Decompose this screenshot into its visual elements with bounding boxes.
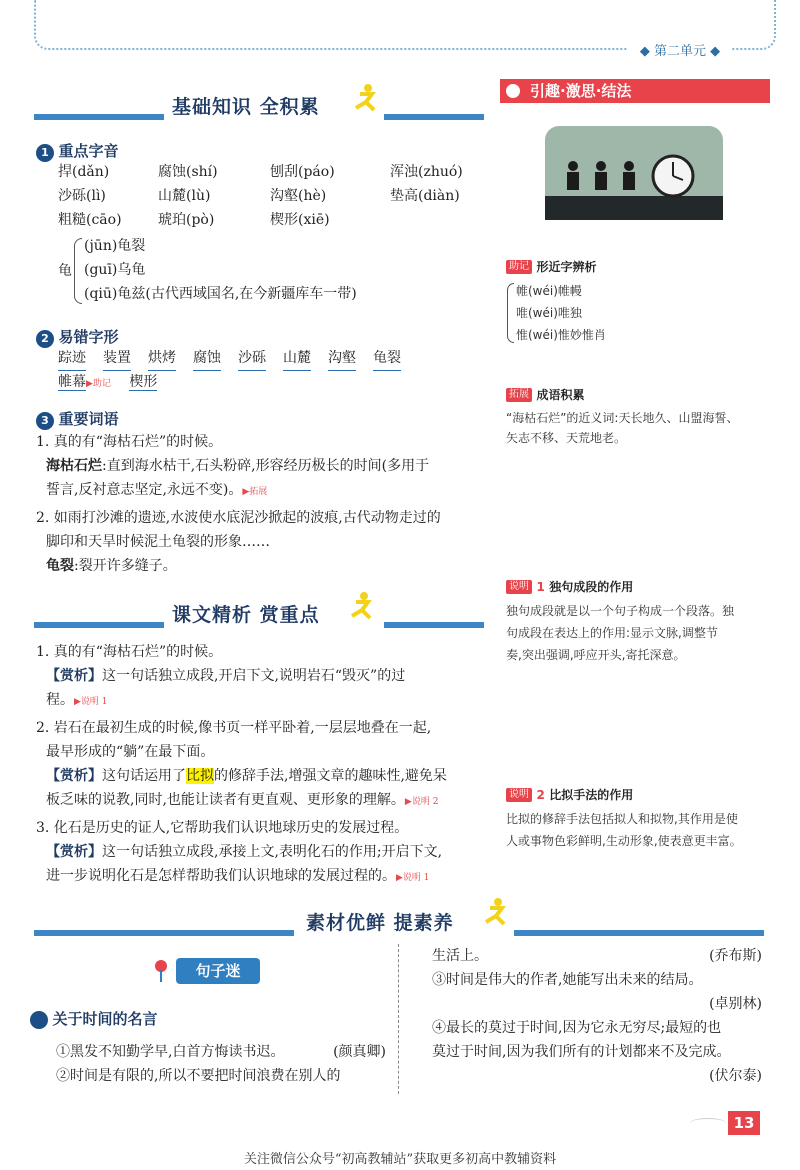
shuoming-tag: 说明	[506, 788, 532, 802]
unit-label-text: 第二单元	[653, 44, 706, 59]
zhuji-line: 帷(wéi)帷幔	[516, 284, 582, 298]
note-link[interactable]: ▶说明 1	[396, 873, 430, 883]
quote-line	[56, 1040, 386, 1064]
shuoming-line: 奏,突出强调,呼应开头,寄托深意。	[506, 648, 686, 662]
question: 脚印和天旱时候泥土龟裂的形象……	[46, 534, 270, 550]
analysis-line: 程。	[46, 692, 74, 708]
term: 龟裂	[46, 558, 74, 574]
bracket	[507, 283, 514, 343]
zhuji-tag: 助记	[506, 260, 532, 274]
shuoming1-heading	[506, 578, 633, 595]
analysis-text	[36, 864, 486, 890]
shuoming-tag: 说明	[506, 580, 532, 594]
block-number: 3	[36, 412, 54, 430]
gui-line: (guī)乌龟	[84, 262, 146, 278]
footer-note: 关注微信公众号“初高教辅站”获取更多初高中教辅资料	[243, 1152, 557, 1167]
quote-author: (伏尔泰)	[709, 1068, 762, 1084]
word: 腐蚀	[193, 346, 221, 371]
word: 山麓(lù)	[158, 188, 211, 204]
quote-author: (卓别林)	[709, 996, 762, 1012]
shuoming-num: 1	[536, 580, 545, 594]
tuozhan-line: “海枯石烂”的近义词:天长地久、山盟海誓、	[506, 411, 739, 425]
definition	[36, 478, 486, 504]
note-link[interactable]: ▶助记	[86, 379, 111, 389]
quotes-title: 关于时间的名言	[52, 1010, 158, 1028]
shuoming-line: 人或事物色彩鲜明,生动形象,使表意更丰富。	[506, 834, 742, 848]
quotes-left	[56, 1040, 386, 1088]
question: 1. 真的有“海枯石烂”的时候。	[36, 434, 223, 450]
quotes-heading	[30, 1008, 157, 1029]
section-bar-right	[384, 114, 484, 120]
analysis-line: 这一句话独立成段,开启下文,说明岩石“毁灭”的过	[102, 668, 406, 684]
section-bar-left	[34, 114, 164, 120]
important-words-content	[36, 430, 486, 578]
quote-text: 生活上。	[432, 948, 488, 964]
gui-lines	[84, 234, 357, 306]
highlight: 比拟	[186, 768, 214, 784]
section-header-basics	[34, 88, 484, 128]
zhuji-line: 惟(wéi)惟妙惟肖	[516, 328, 606, 342]
quote-line	[432, 944, 762, 968]
column-divider	[398, 944, 399, 1094]
right-header-text: 引趣·激思·结法	[530, 82, 632, 100]
error-chars-row	[58, 370, 157, 396]
analysis-text	[36, 788, 486, 814]
word: 沟壑(hè)	[270, 188, 327, 204]
pronunciation-row	[58, 160, 478, 184]
section-header-materials	[34, 904, 764, 944]
word: 浑浊(zhuó)	[390, 164, 463, 180]
zhuji-title: 形近字辨析	[536, 260, 597, 274]
quote-text: ②时间是有限的,所以不要把时间浪费在别人的	[56, 1068, 341, 1084]
shuoming-title: 比拟手法的作用	[549, 788, 634, 802]
definition	[36, 554, 486, 578]
leaf-icon	[30, 1011, 48, 1029]
word: 琥珀(pò)	[158, 212, 215, 228]
quote-text: ③时间是伟大的作者,她能写出未来的结局。	[432, 972, 703, 988]
word: 沙砾(lì)	[58, 188, 106, 204]
analysis-content	[36, 640, 486, 890]
zhuji-lines	[516, 280, 606, 346]
question: 最早形成的“躺”在最下面。	[46, 744, 215, 760]
block-error-prone-characters	[36, 326, 118, 348]
analysis-text	[36, 664, 486, 688]
zhuji-line: 唯(wéi)唯独	[516, 306, 582, 320]
page-number: 13	[728, 1111, 760, 1135]
section-bar-left	[34, 622, 164, 628]
analysis-tag: 【赏析】	[46, 668, 102, 684]
shuoming-line: 句成段在表达上的作用:显示文脉,调整节	[506, 626, 718, 640]
tuozhan-text	[506, 408, 738, 448]
block-important-words	[36, 408, 118, 430]
quote-author: (颜真卿)	[333, 1044, 386, 1060]
quote-author: (乔布斯)	[709, 948, 762, 964]
question: 3. 化石是历史的证人,它帮助我们认识地球历史的发展过程。	[36, 820, 409, 836]
runner-icon	[350, 82, 380, 112]
shuoming2-heading	[506, 786, 633, 803]
analysis-text	[36, 840, 486, 864]
word: 山麓	[283, 346, 311, 371]
section-title: 基础知识 全积累	[172, 96, 320, 118]
section-bar-left	[34, 930, 294, 936]
section-bar-right	[514, 930, 764, 936]
section-title: 素材优鲜 提素养	[306, 912, 454, 934]
quote-text: ①黑发不知勤学早,白首方悔读书迟。	[56, 1044, 285, 1060]
shuoming2-text	[506, 808, 776, 852]
word: 腐蚀(shí)	[158, 164, 218, 180]
runners-clock-illustration	[545, 126, 723, 220]
bracket	[74, 238, 82, 304]
word: 烘烤	[148, 346, 176, 371]
quotes-badge: 句子迷	[176, 958, 260, 984]
shuoming-title: 独句成段的作用	[549, 580, 634, 594]
note-link[interactable]: ▶说明 2	[404, 797, 439, 807]
question: 1. 真的有“海枯石烂”的时候。	[36, 644, 223, 660]
quote-text: 莫过于时间,因为我们所有的计划都来不及完成。	[432, 1044, 731, 1060]
block-title: 易错字形	[58, 328, 119, 346]
error-chars-row	[58, 346, 401, 371]
section-bar-right	[384, 622, 484, 628]
analysis-text	[36, 688, 486, 714]
analysis-tag: 【赏析】	[46, 844, 102, 860]
analysis-line: 进一步说明化石是怎样帮助我们认识地球的发展过程的。	[46, 868, 396, 884]
analysis-line: 这一句话独立成段,承接上文,表明化石的作用;开启下文,	[102, 844, 443, 860]
section-header-analysis	[34, 596, 484, 636]
def-text: 誓言,反衬意志坚定,永远不变)。	[46, 482, 243, 498]
runner-icon	[346, 590, 376, 620]
block-title: 重点字音	[58, 142, 119, 160]
shuoming-num: 2	[536, 788, 545, 802]
tuozhan-title: 成语积累	[536, 388, 585, 402]
word: 沟壑	[328, 346, 356, 371]
gui-char: 龟	[58, 263, 72, 279]
analysis-tag: 【赏析】	[46, 768, 102, 784]
analysis-text	[36, 764, 486, 788]
block-number: 2	[36, 330, 54, 348]
word: 粗糙(cāo)	[58, 212, 122, 228]
tuozhan-line: 矢志不移、天荒地老。	[506, 431, 627, 445]
pronunciation-row	[58, 184, 478, 208]
runner-icon	[480, 896, 510, 926]
analysis-line: 的修辞手法,增强文章的趣味性,避免呆	[214, 768, 447, 784]
definition	[36, 454, 486, 478]
note-link[interactable]: ▶说明 1	[74, 697, 108, 707]
word: 踪迹	[58, 346, 86, 371]
word: 帷幕	[58, 374, 86, 390]
word: 龟裂	[373, 346, 401, 371]
gui-line: (jūn)龟裂	[84, 238, 146, 254]
def-text: :裂开许多缝子。	[74, 558, 177, 574]
word: 捍(dǎn)	[58, 164, 110, 180]
quotes-right	[432, 944, 762, 1088]
term: 海枯石烂	[46, 458, 102, 474]
note-link[interactable]: ▶拓展	[242, 487, 268, 497]
wave-decoration	[690, 1118, 726, 1128]
zhuji-heading	[506, 258, 596, 275]
word: 沙砾	[238, 346, 266, 371]
question: 2. 岩石在最初生成的时候,像书页一样平卧着,一层层地叠在一起,	[36, 720, 432, 736]
shuoming1-text	[506, 600, 776, 666]
block-number: 1	[36, 144, 54, 162]
gui-line: (qiū)龟兹(古代西域国名,在今新疆库车一带)	[84, 286, 357, 302]
section-title: 课文精析 赏重点	[172, 604, 320, 626]
word: 垫高(diàn)	[390, 188, 460, 204]
word: 楔形	[129, 374, 158, 390]
word: 刨刮(páo)	[270, 164, 335, 180]
word: 楔形(xiē)	[270, 212, 330, 228]
analysis-line: 板乏味的说教,同时,也能让读者有更直观、更形象的理解。	[46, 792, 405, 808]
pronunciation-grid	[58, 160, 478, 232]
tuozhan-heading	[506, 386, 584, 403]
shuoming-line: 独句成段就是以一个句子构成一个段落。独	[506, 604, 735, 618]
pronunciation-row	[58, 208, 478, 232]
analysis-line: 这句话运用了	[102, 768, 186, 784]
tuozhan-tag: 拓展	[506, 388, 532, 402]
shuoming-line: 比拟的修辞手法包括拟人和拟物,其作用是使	[506, 812, 738, 826]
block-key-pronunciation	[36, 140, 118, 162]
block-title: 重要词语	[58, 410, 119, 428]
word: 装置	[103, 346, 131, 371]
question: 2. 如雨打沙滩的遗迹,水波使水底泥沙掀起的波痕,古代动物走过的	[36, 510, 441, 526]
def-text: :直到海水枯干,石头粉碎,形容经历极长的时间(多用于	[102, 458, 430, 474]
face-icon	[504, 82, 522, 100]
unit-label: ◆ 第二单元 ◆	[628, 42, 732, 62]
right-column-header	[500, 79, 770, 103]
quote-text: ④最长的莫过于时间,因为它永无穷尽;最短的也	[432, 1020, 722, 1036]
tree-icon	[148, 958, 174, 984]
